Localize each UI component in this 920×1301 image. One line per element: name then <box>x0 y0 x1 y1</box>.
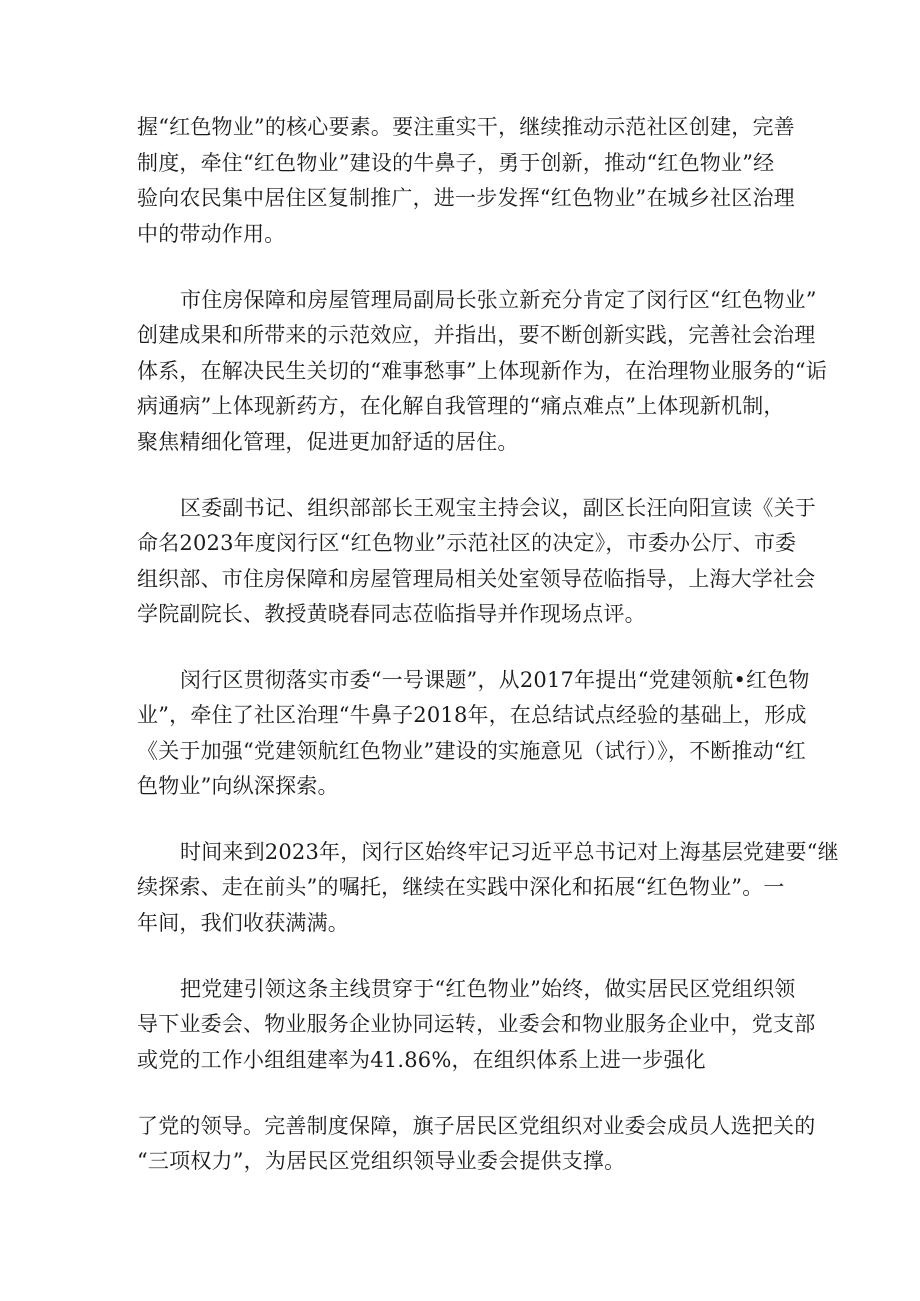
text-line: 创建成果和所带来的示范效应，并指出，要不断创新实践，完善社会治理 <box>137 323 816 347</box>
text-line: 聚焦精细化管理，促进更加舒适的居住。 <box>137 430 519 454</box>
text-line: 闵行区贯彻落实市委“一号课题”，从2017年提出“党建领航•红色物 <box>180 668 810 692</box>
text-line: 区委副书记、组织部部长王观宝主持会议，副区长汪向阳宣读《关于 <box>180 496 816 520</box>
text-line: 中的带动作用。 <box>137 222 286 246</box>
text-line: 学院副院长、教授黄晓春同志莅临指导并作现场点评。 <box>137 602 646 626</box>
text-line: 体系，在解决民生关切的“难事愁事”上体现新作为，在治理物业服务的“诟 <box>137 359 828 383</box>
text-line: 年间，我们收获满满。 <box>137 911 349 935</box>
text-line: 或党的工作小组组建率为41.86%，在组织体系上进一步强化 <box>137 1048 706 1072</box>
text-line: 续探索、走在前头”的嘱托，继续在实践中深化和拓展“红色物业”。一 <box>137 875 785 899</box>
text-line: 色物业”向纵深探索。 <box>137 774 339 798</box>
text-line: 时间来到2023年，闵行区始终牢记习近平总书记对上海基层党建要“继 <box>180 840 839 864</box>
text-line: 了党的领导。完善制度保障，旗子居民区党组织对业委会成员人选把关的 <box>137 1114 816 1138</box>
text-line: “三项权力”，为居民区党组织领导业委会提供支撑。 <box>137 1149 626 1173</box>
text-line: 市住房保障和房屋管理局副局长张立新充分肯定了闵行区“红色物业” <box>180 288 817 312</box>
text-line: 组织部、市住房保障和房屋管理局相关处室领导莅临指导，上海大学社会 <box>137 567 816 591</box>
text-line: 握“红色物业”的核心要素。要注重实干，继续推动示范社区创建，完善 <box>137 115 795 139</box>
text-line: 业”，牵住了社区治理“牛鼻子2018年，在总结试点经验的基础上，形成 <box>137 703 807 727</box>
text-line: 《关于加强“党建领航红色物业”建设的实施意见（试行）》，不断推动“红 <box>137 739 807 763</box>
text-line: 验向农民集中居住区复制推广，进一步发挥“红色物业”在城乡社区治理 <box>137 186 795 210</box>
text-line: 把党建引领这条主线贯穿于“红色物业”始终，做实居民区党组织领 <box>180 977 796 1001</box>
text-line: 制度，牵住“红色物业”建设的牛鼻子，勇于创新，推动“红色物业”经 <box>137 151 775 175</box>
text-line: 命名2023年度闵行区“红色物业”示范社区的决定》，市委办公厅、市委 <box>137 531 797 555</box>
text-line: 病通病”上体现新药方，在化解自我管理的“痛点难点”上体现新机制， <box>137 394 785 418</box>
text-line: 导下业委会、物业服务企业协同运转，业委会和物业服务企业中，党支部 <box>137 1012 816 1036</box>
